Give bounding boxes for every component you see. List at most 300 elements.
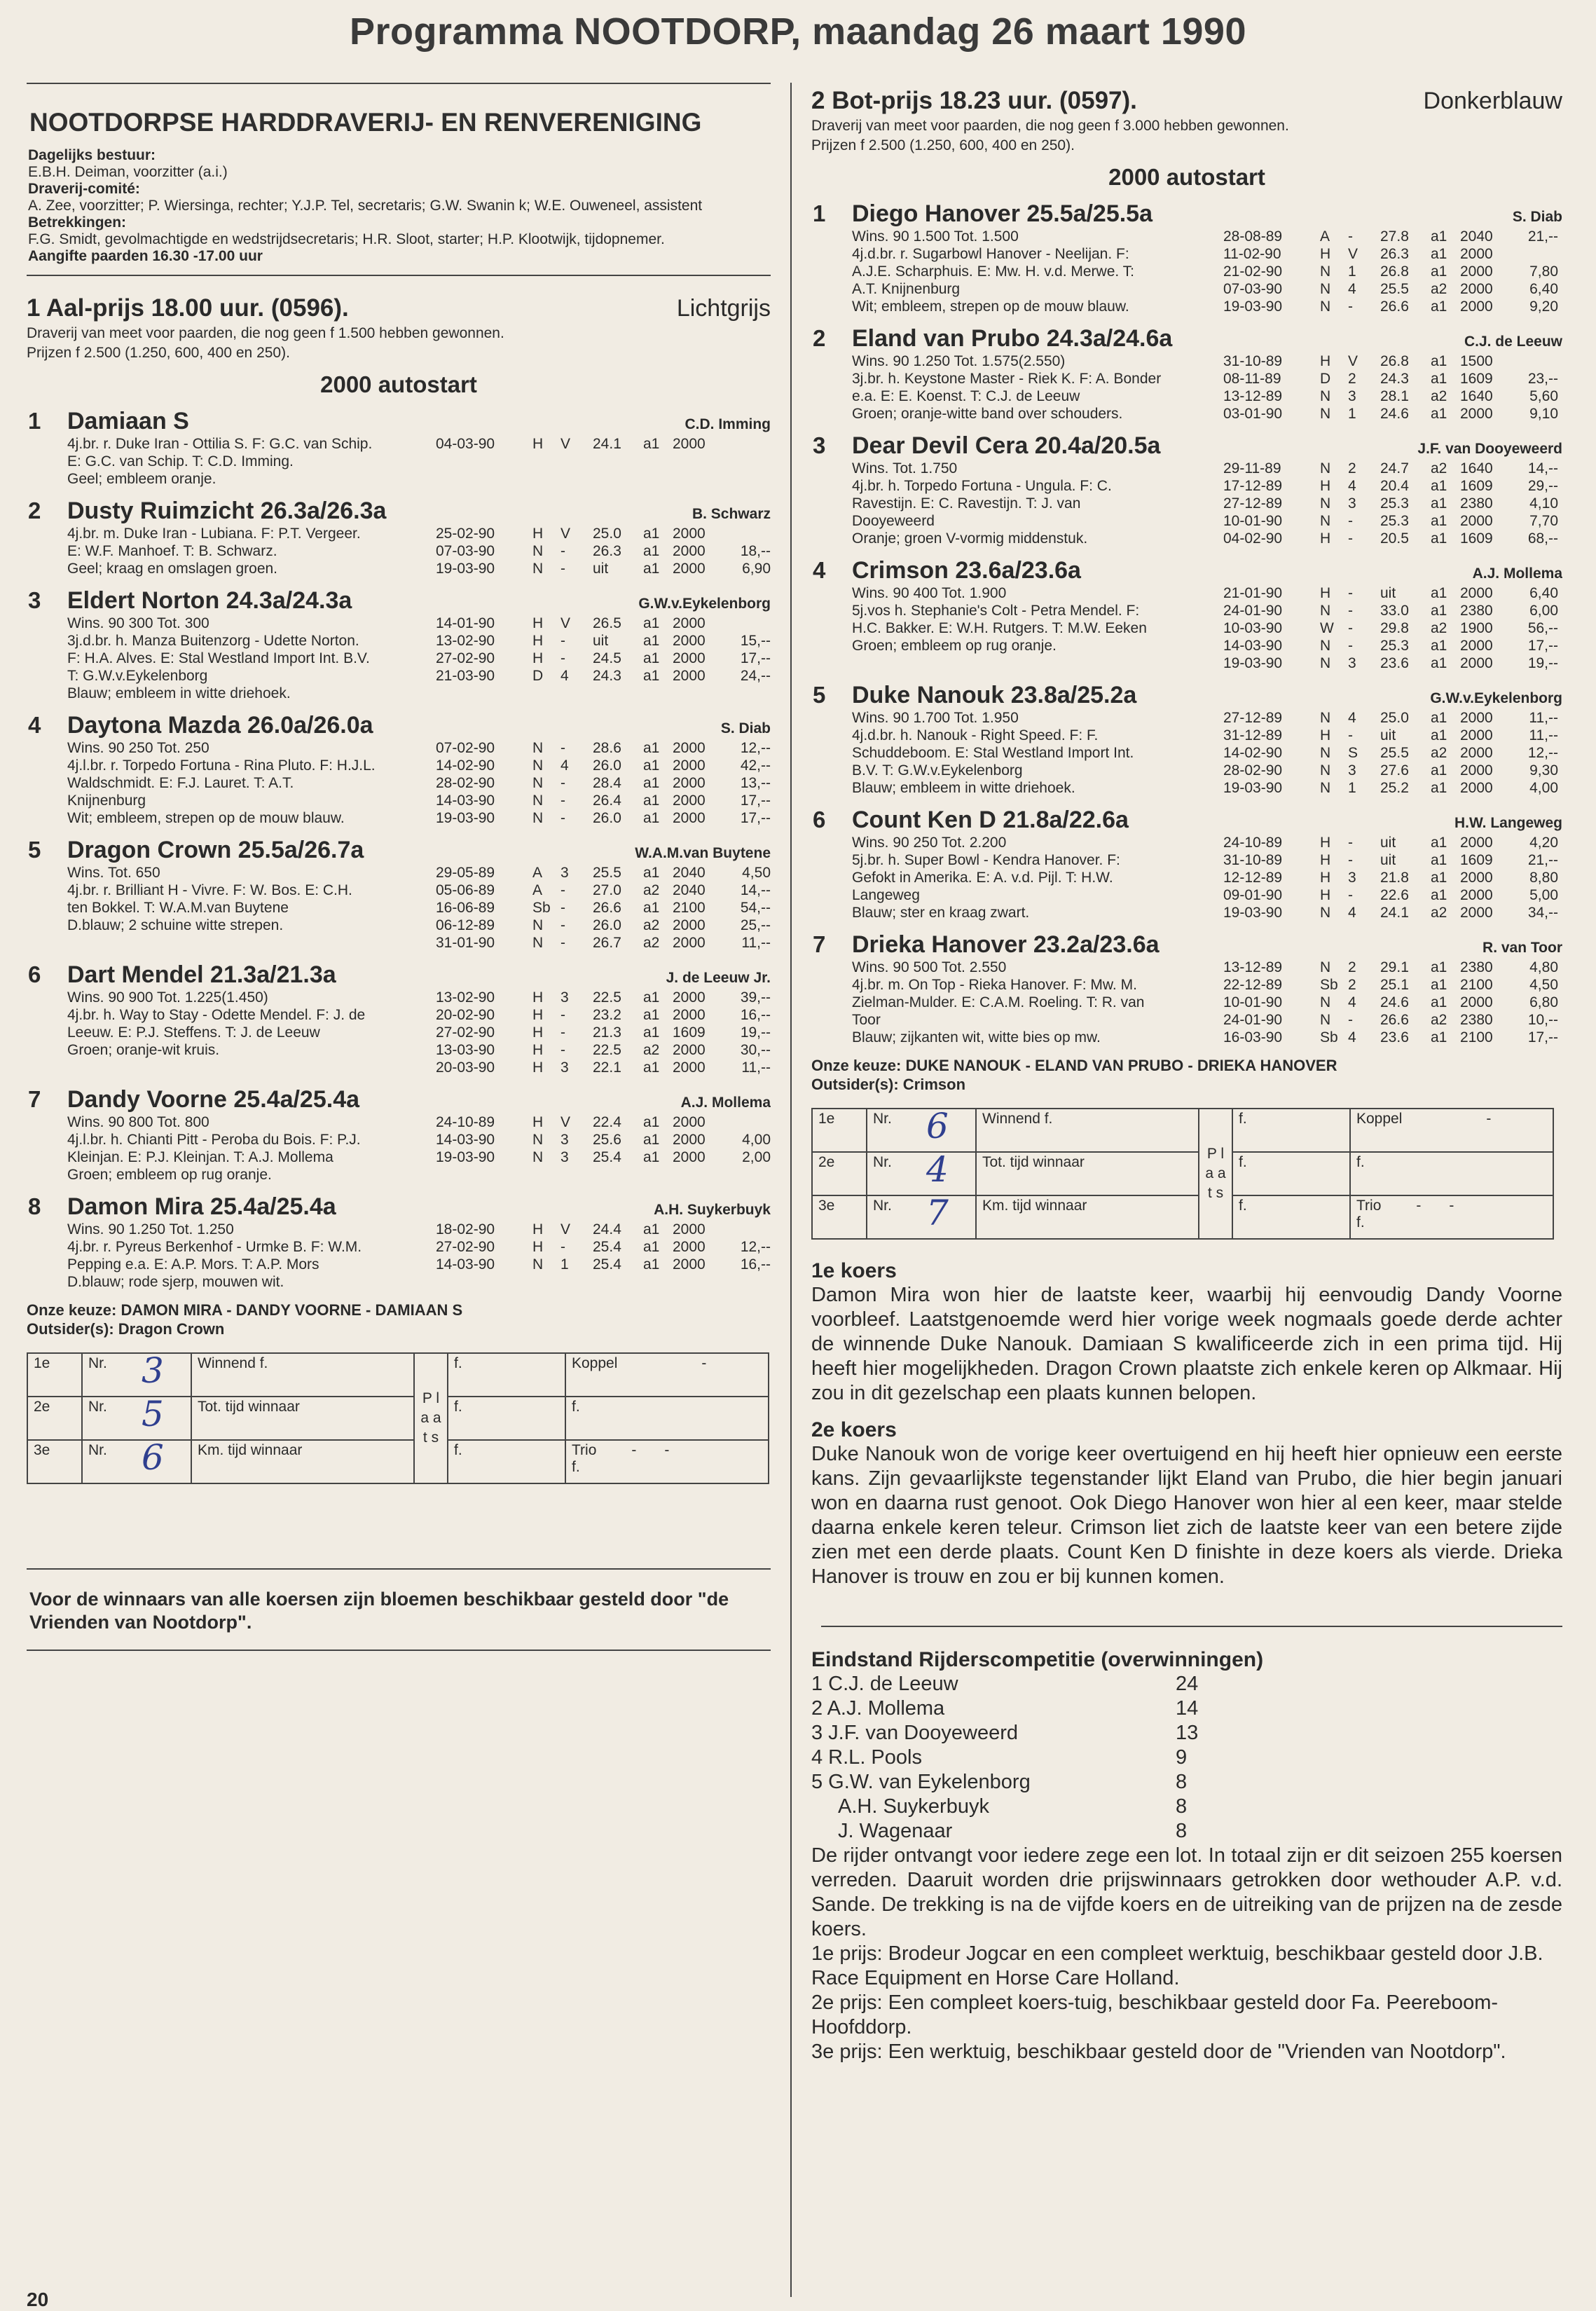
performance-cell: H	[532, 1221, 544, 1237]
race-2	[811, 87, 1562, 1240]
performance-cell: 2000	[1460, 263, 1493, 280]
result-field-label: Tot. tijd winnaar	[191, 1397, 414, 1440]
performance-row	[1223, 994, 1562, 1011]
performance-cell: 14-03-90	[436, 1132, 495, 1148]
plaats-value: f.	[1232, 1109, 1350, 1152]
performance-cell: a1	[1431, 353, 1447, 369]
performance-cell: 2000	[673, 1042, 706, 1058]
performance-cell: 2000	[1460, 638, 1493, 654]
performance-cell: 4	[560, 757, 569, 774]
horse-number: 5	[813, 682, 826, 708]
performance-cell: 3	[1348, 762, 1356, 779]
horse-header	[852, 200, 1562, 228]
performance-cell: a1	[643, 650, 660, 666]
performance-cell: 7,80	[1529, 263, 1558, 280]
horse-number: 7	[28, 1086, 41, 1112]
horse-header	[852, 325, 1562, 352]
performance-cell: 2	[1348, 959, 1356, 975]
horse-performances	[1223, 460, 1562, 547]
performance-cell	[1509, 352, 1558, 370]
performance-cell: -	[560, 900, 565, 916]
performance-cell: 2000	[673, 810, 706, 826]
performance-cell: a1	[1431, 478, 1447, 494]
performance-row	[1223, 779, 1562, 797]
performance-cell: V	[560, 1114, 571, 1130]
performance-cell: 2000	[673, 543, 706, 559]
result-field-label: Winnend f.	[976, 1109, 1199, 1152]
performance-cell: 4,50	[1529, 977, 1558, 993]
performance-cell: 28-02-90	[436, 775, 495, 791]
horse-name: Duke Nanouk 23.8a/25.2a	[852, 682, 1137, 708]
horse-driver: G.W.v.Eykelenborg	[1430, 690, 1562, 706]
performance-row	[1223, 495, 1562, 512]
performance-row	[1223, 976, 1562, 994]
performance-cell: 21.3	[593, 1024, 621, 1041]
horse-info-line: 4j.br. r. Pyreus Berkenhof - Urmke B. F: W.M.	[67, 1239, 362, 1255]
performance-row	[1223, 263, 1562, 280]
performance-cell: 2,00	[742, 1149, 771, 1165]
performance-cell: 3	[560, 989, 569, 1006]
performance-cell: N	[532, 917, 544, 933]
performance-cell: 42,--	[740, 757, 771, 774]
performance-cell: 28.4	[593, 775, 621, 791]
performance-cell: 19-03-90	[436, 810, 495, 826]
performance-cell: 2000	[1460, 870, 1493, 886]
performance-cell: 25.3	[1380, 495, 1409, 512]
performance-cell: A	[1320, 228, 1330, 245]
horse-info-line: Wins. 90 800 Tot. 800	[67, 1114, 209, 1130]
performance-cell: H	[1320, 835, 1331, 851]
performance-cell: 2000	[673, 775, 706, 791]
race-title: 1 Aal-prijs 18.00 uur. (0596).	[27, 294, 349, 322]
performance-cell: 28.1	[1380, 388, 1409, 404]
performance-row	[436, 1256, 771, 1273]
performance-cell: H	[1320, 585, 1331, 601]
performance-cell: a1	[643, 436, 660, 452]
standings-text: De rijder ontvangt voor iedere zege een lot. In totaal zijn er dit seizoen 255 koersen verreden. Daaruit worden drie prijswinnaars getrokken door wethouder A.P. v.d. Sande. De trekking is na de vijfde koers en de uitreiking van de prijzen na de zesde koers.	[811, 1844, 1562, 1940]
performance-cell: 24.5	[593, 650, 621, 666]
performance-cell: a1	[1431, 1029, 1447, 1045]
performance-cell: a1	[1431, 959, 1447, 975]
association-line: F.G. Smidt, gevolmachtigde en wedstrijdsecretaris; H.R. Sloot, starter; H.P. Klootwijk, tijdopnemer.	[28, 231, 665, 247]
performance-cell: uit	[593, 633, 609, 649]
result-row	[27, 1397, 769, 1440]
performance-cell: 17-12-89	[1223, 478, 1283, 494]
horse-info-line: e.a. E: E. Koenst. T: C.J. de Leeuw	[852, 388, 1080, 404]
race-title: 2 Bot-prijs 18.23 uur. (0597).	[811, 87, 1137, 114]
horse-info-line: Groen; embleem op rug oranje.	[852, 638, 1057, 654]
outsider-line: Outsider(s): Dragon Crown	[27, 1320, 225, 1338]
column-divider	[790, 83, 792, 2297]
performance-row	[436, 542, 771, 560]
performance-row	[436, 435, 771, 453]
performance-cell: uit	[1380, 727, 1396, 743]
performance-cell: 68,--	[1527, 530, 1558, 547]
performance-cell: H	[1320, 530, 1331, 547]
performance-cell: N	[532, 561, 544, 577]
rider-name: A.H. Suykerbuyk	[838, 1795, 989, 1818]
horse-info-line: 4j.br. h. Torpedo Fortuna - Ungula. F: C.	[852, 478, 1112, 494]
performance-cell: -	[1348, 852, 1353, 868]
performance-cell: a1	[1431, 835, 1447, 851]
horse-info-line: A.J.E. Scharphuis. E: Mw. H. v.d. Merwe. T:	[852, 263, 1135, 280]
performance-row	[436, 632, 771, 650]
race-header	[27, 294, 771, 322]
performance-cell: 2380	[1460, 495, 1493, 512]
horse-entry	[27, 587, 771, 702]
performance-cell: 14-03-90	[436, 793, 495, 809]
performance-cell: N	[532, 810, 544, 826]
performance-cell: 21-02-90	[1223, 263, 1283, 280]
prize-item: 2e prijs: Een compleet koers-tuig, beschikbaar gesteld door Fa. Peereboom-Hoofddorp.	[811, 1991, 1499, 2038]
horse-performances	[436, 1221, 771, 1291]
performance-cell: 2000	[673, 1239, 706, 1255]
horse-name: Eland van Prubo 24.3a/24.6a	[852, 325, 1173, 352]
horse-performances	[436, 864, 771, 952]
performance-cell: 31-12-89	[1223, 727, 1283, 743]
horse-performances	[1223, 959, 1562, 1046]
horse-header	[852, 807, 1562, 834]
performance-cell: a1	[1431, 710, 1447, 726]
performance-cell: 8,80	[1529, 870, 1558, 886]
performance-row	[436, 934, 771, 952]
performance-cell: 14-03-90	[436, 1256, 495, 1273]
horse-info-line: Blauw; zijkanten wit, witte bies op mw.	[852, 1029, 1101, 1045]
number-label: Nr.	[88, 1399, 107, 1415]
performance-cell: 1609	[1460, 371, 1493, 387]
performance-cell: 17,--	[740, 650, 771, 666]
horse-body	[852, 460, 1562, 547]
race-colour: Lichtgrijs	[676, 295, 771, 322]
performance-row	[436, 1131, 771, 1148]
performance-row	[1223, 619, 1562, 637]
performance-cell: 2	[1348, 460, 1356, 476]
performance-cell: 4	[1348, 710, 1356, 726]
horse-header	[67, 837, 771, 864]
koppel-label	[572, 1355, 762, 1372]
performance-cell: 4	[1348, 1029, 1356, 1045]
performance-cell: 4	[1348, 994, 1356, 1010]
performance-cell: H	[532, 436, 544, 452]
horse-info-line: Blauw; embleem in witte driehoek.	[852, 780, 1075, 796]
performance-row	[1223, 904, 1562, 921]
result-field-label: Km. tijd winnaar	[976, 1195, 1199, 1239]
performance-cell: 19-03-90	[1223, 780, 1283, 796]
horse-info-line: Geel; kraag en omslagen groen.	[67, 561, 278, 577]
performance-cell: N	[1320, 959, 1331, 975]
performance-cell: 11,--	[1529, 727, 1558, 743]
performance-cell: -	[560, 1239, 565, 1255]
performance-cell: 25.1	[1380, 977, 1409, 993]
performance-cell: Sb	[1320, 977, 1338, 993]
association-info	[28, 147, 771, 265]
rider-name: 4 R.L. Pools	[811, 1746, 922, 1769]
plaats-label: P l a a t s	[1199, 1109, 1232, 1239]
performance-cell: a2	[643, 917, 660, 933]
performance-cell: 4,20	[1529, 835, 1558, 851]
performance-cell: 2000	[673, 561, 706, 577]
horse-info-line: B.V. T: G.W.v.Eykelenborg	[852, 762, 1023, 779]
performance-cell: 2000	[673, 650, 706, 666]
performance-cell: 2000	[1460, 745, 1493, 761]
performance-cell: -	[560, 775, 565, 791]
plaats-value: f.	[1232, 1195, 1350, 1239]
performance-cell: 07-02-90	[436, 740, 495, 756]
horse-info-line: Wins. 90 1.700 Tot. 1.950	[852, 710, 1019, 726]
performance-row	[1223, 530, 1562, 547]
horse-number: 3	[813, 432, 826, 458]
performance-cell: 22.6	[1380, 887, 1409, 903]
horse-body	[852, 959, 1562, 1046]
plaats-value: f.	[448, 1440, 565, 1483]
performance-cell: 2000	[1460, 835, 1493, 851]
performance-cell: a1	[643, 526, 660, 542]
performance-cell: V	[560, 436, 571, 452]
horse-name: Dragon Crown 25.5a/26.7a	[67, 837, 364, 863]
performance-cell: -	[1348, 727, 1353, 743]
rule	[27, 275, 771, 276]
koppel-dash: -	[701, 1355, 707, 1371]
horse-body	[852, 584, 1562, 672]
horse-info-line: 3j.br. h. Keystone Master - Riek K. F: A. Bonder	[852, 371, 1162, 387]
performance-cell: 2040	[1460, 228, 1493, 245]
performance-cell: 2100	[1460, 977, 1493, 993]
performance-cell: a1	[643, 1221, 660, 1237]
number-label: Nr.	[873, 1198, 892, 1214]
performance-row	[1223, 370, 1562, 388]
performance-cell: 2100	[1460, 1029, 1493, 1045]
performance-cell: 04-03-90	[436, 436, 495, 452]
horse-header	[852, 931, 1562, 959]
performance-row	[436, 792, 771, 809]
standing-row	[811, 1672, 1562, 1696]
performance-cell: 2000	[673, 1256, 706, 1273]
performance-row	[436, 1059, 771, 1076]
performance-cell: 14-03-90	[1223, 638, 1283, 654]
performance-cell: 07-03-90	[436, 543, 495, 559]
handwritten-number: 5	[142, 1394, 164, 1434]
horse-info-line: Wins. 90 900 Tot. 1.225(1.450)	[67, 989, 268, 1006]
performance-cell: 33.0	[1380, 603, 1409, 619]
horse-info	[67, 615, 436, 702]
horse-info-line: Pepping e.a. E: A.P. Mors. T: A.P. Mors	[67, 1256, 319, 1273]
horse-info-line: ten Bokkel. T: W.A.M.van Buytene	[67, 900, 289, 916]
performance-row	[1223, 637, 1562, 654]
race-description: Prijzen f 2.500 (1.250, 600, 400 en 250).	[811, 137, 1075, 153]
horse-info-line: Wins. 90 300 Tot. 300	[67, 615, 209, 631]
performance-cell: 16-03-90	[1223, 1029, 1283, 1045]
race-description: Prijzen f 2.500 (1.250, 600, 400 en 250).	[27, 345, 290, 361]
horse-performances	[1223, 709, 1562, 797]
performance-cell: H	[532, 615, 544, 631]
performance-cell: 4,00	[742, 1132, 771, 1148]
performance-cell: 26.6	[1380, 299, 1409, 315]
performance-cell: 31-10-89	[1223, 852, 1283, 868]
performance-cell: 7,70	[1529, 513, 1558, 529]
horse-info-line: Groen; oranje-witte band over schouders.	[852, 406, 1123, 422]
result-row	[27, 1440, 769, 1483]
performance-cell: N	[1320, 603, 1331, 619]
performance-row	[1223, 460, 1562, 477]
performance-cell	[722, 1113, 771, 1131]
horse-performances	[436, 525, 771, 577]
performance-cell: 1609	[1460, 478, 1493, 494]
performance-cell: -	[560, 1024, 565, 1041]
horse-info-line: 4j.br. r. Brilliant H - Vivre. F: W. Bos. E: C.H.	[67, 882, 352, 898]
performance-cell: -	[560, 1042, 565, 1058]
horse-info-line: D.blauw; rode sjerp, mouwen wit.	[67, 1274, 284, 1290]
result-field-label: Tot. tijd winnaar	[976, 1152, 1199, 1195]
performance-cell: 56,--	[1527, 620, 1558, 636]
performance-cell: a1	[643, 757, 660, 774]
performance-cell: 1900	[1460, 620, 1493, 636]
performance-cell: 31-01-90	[436, 935, 495, 951]
race-description: Draverij van meet voor paarden, die nog geen f 1.500 hebben gewonnen.	[27, 325, 504, 341]
horse-performances	[436, 615, 771, 702]
horse-info-line: Knijnenburg	[67, 793, 146, 809]
horse-info-line: Waldschmidt. E: F.J. Lauret. T: A.T.	[67, 775, 294, 791]
race-header	[811, 87, 1562, 115]
prizes-list	[811, 1942, 1562, 2064]
performance-cell: 06-12-89	[436, 917, 495, 933]
performance-row	[436, 1148, 771, 1166]
performance-cell: S	[1348, 745, 1358, 761]
performance-cell: a1	[643, 1149, 660, 1165]
performance-cell: 4,10	[1529, 495, 1558, 512]
result-form	[27, 1352, 769, 1484]
horse-number: 1	[28, 408, 41, 434]
horse-name: Daytona Mazda 26.0a/26.0a	[67, 712, 373, 739]
article-2-heading: 2e koers	[811, 1418, 897, 1441]
horse-driver: B. Schwarz	[692, 506, 771, 522]
horse-number: 4	[813, 557, 826, 583]
performance-cell: N	[1320, 710, 1331, 726]
performance-row	[1223, 654, 1562, 672]
result-row	[812, 1109, 1553, 1152]
performance-cell: 14-02-90	[1223, 745, 1283, 761]
handwritten-number: 6	[142, 1437, 164, 1478]
performance-cell: a1	[643, 1239, 660, 1255]
performance-cell: 24.6	[1380, 994, 1409, 1010]
performance-cell: 2000	[1460, 727, 1493, 743]
performance-cell: 15,--	[740, 633, 771, 649]
horse-info-line: 4j.br. m. On Top - Rieka Hanover. F: Mw. M.	[852, 977, 1137, 993]
performance-cell	[722, 615, 771, 632]
performance-cell: 11,--	[1529, 710, 1558, 726]
performance-cell: 1500	[1460, 353, 1493, 369]
horse-body	[67, 435, 771, 488]
performance-cell: a2	[1431, 1012, 1447, 1028]
race-description: Draverij van meet voor paarden, die nog geen f 3.000 hebben gewonnen.	[811, 118, 1289, 134]
horse-info	[67, 989, 436, 1076]
standings-table	[811, 1672, 1562, 1844]
performance-cell: 17,--	[740, 793, 771, 809]
performance-cell: 05-06-89	[436, 882, 495, 898]
performance-cell: V	[560, 615, 571, 631]
horse-entry	[27, 498, 771, 577]
horse-performances	[436, 989, 771, 1076]
our-choice	[27, 1301, 771, 1338]
prize-item: 1e prijs: Brodeur Jogcar en een compleet werktuig, beschikbaar gesteld door J.B. Race Equipment en Horse Care Holland.	[811, 1942, 1543, 1989]
performance-cell: a1	[1431, 638, 1447, 654]
horse-info-line: Wins. 90 400 Tot. 1.900	[852, 585, 1007, 601]
performance-cell: N	[1320, 263, 1331, 280]
performance-cell: 9,20	[1529, 299, 1558, 315]
performance-cell: 29.1	[1380, 959, 1409, 975]
horse-body	[67, 989, 771, 1076]
performance-cell: 21,--	[1527, 228, 1558, 245]
performance-cell: a1	[1431, 299, 1447, 315]
performance-row	[436, 615, 771, 632]
performance-cell: 16,--	[740, 1007, 771, 1023]
performance-cell: 12,--	[740, 1239, 771, 1255]
performance-row	[1223, 1029, 1562, 1046]
horse-number: 8	[28, 1193, 41, 1219]
performance-cell: 26.4	[593, 793, 621, 809]
performance-cell: H	[532, 1114, 544, 1130]
result-row	[812, 1152, 1553, 1195]
page-number: 20	[27, 2289, 49, 2310]
performance-cell: 21,--	[1527, 852, 1558, 868]
number-cell	[82, 1437, 191, 1483]
performance-cell: 22.5	[593, 989, 621, 1006]
number-label: Nr.	[873, 1111, 892, 1127]
performance-row	[1223, 405, 1562, 423]
performance-row	[436, 864, 771, 882]
performance-cell: 2000	[673, 668, 706, 684]
performance-cell: a1	[643, 865, 660, 881]
performance-cell: N	[532, 793, 544, 809]
horse-entry	[27, 712, 771, 827]
performance-cell: a1	[1431, 530, 1447, 547]
performance-cell: 13-12-89	[1223, 959, 1283, 975]
horse-driver: S. Diab	[1512, 209, 1562, 225]
performance-cell: 28.6	[593, 740, 621, 756]
performance-row	[1223, 886, 1562, 904]
performance-cell: 2380	[1460, 959, 1493, 975]
number-cell	[82, 1394, 191, 1440]
horse-driver: C.J. de Leeuw	[1464, 334, 1562, 350]
horse-info-line: Groen; oranje-wit kruis.	[67, 1042, 220, 1058]
performance-cell: 30,--	[740, 1042, 771, 1058]
performance-cell: 17,--	[1527, 638, 1558, 654]
performance-row	[1223, 709, 1562, 727]
horse-info-line: F: H.A. Alves. E: Stal Westland Import Int. B.V.	[67, 650, 370, 666]
performance-cell: N	[532, 543, 544, 559]
performance-row	[436, 809, 771, 827]
performance-cell: 2000	[1460, 585, 1493, 601]
horse-entry	[811, 325, 1562, 423]
horse-info-line: Wins. Tot. 650	[67, 865, 160, 881]
performance-cell: 2000	[1460, 281, 1493, 297]
performance-cell: N	[1320, 1012, 1331, 1028]
performance-cell: 14,--	[1527, 460, 1558, 476]
race-colour: Donkerblauw	[1423, 88, 1562, 114]
performance-cell: 26.8	[1380, 263, 1409, 280]
horse-info-line: Oranje; groen V-vormig middenstuk.	[852, 530, 1088, 547]
horse-number: 7	[813, 931, 826, 957]
performance-cell: D	[532, 668, 544, 684]
article-1-heading: 1e koers	[811, 1259, 897, 1282]
performance-cell: 34,--	[1527, 905, 1558, 921]
horse-info	[67, 525, 436, 577]
horse-info-line: E: G.C. van Schip. T: C.D. Imming.	[67, 453, 294, 469]
performance-cell: 54,--	[740, 900, 771, 916]
performance-cell: 2000	[673, 1221, 706, 1237]
rider-wins: 24	[1176, 1673, 1199, 1695]
horse-entry	[811, 682, 1562, 797]
performance-cell: 10,--	[1527, 1012, 1558, 1028]
